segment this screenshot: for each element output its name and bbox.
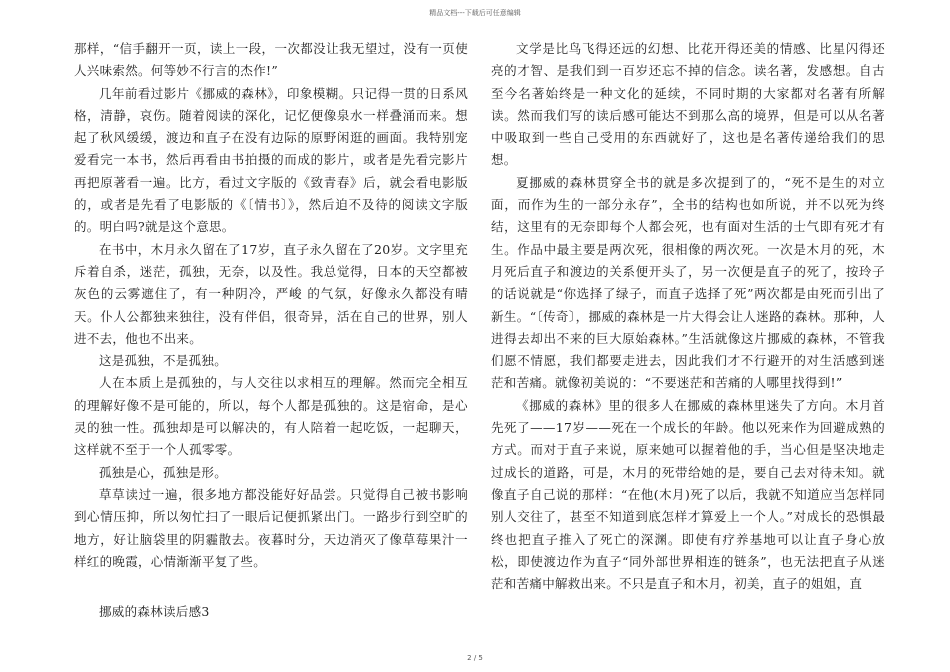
paragraph: 文学是比鸟飞得还远的幻想、比花开得还美的情感、比星闪得还亮的才智、是我们到一百岁还忘不掉的信念。读名著，发感想。自古至今名著始终是一种文化的延续，不同时期的大家都对名著有所解读。然而我们写的读后感可能达不到那么高的境界，但是可以从名著中吸取到一些自己受用的东西就好了，这也是名著传递给我们的思想。 — [491, 41, 885, 168]
paragraph: 那样，“信手翻开一页，读上一段，一次都没让我无望过，没有一页使人兴味索然。何等妙不行言的杰作!” — [74, 41, 468, 79]
paragraph: 在书中，木月永久留在了17岁，直子永久留在了20岁。文字里充斥着自杀，迷茫，孤独，无奈，以及性。我总觉得，日本的天空都被灰色的云雾遮住了，有一种阴冷，严峻 的气氛，好像永久都没有晴天。仆人公都独来独往，没有伴侣，很奇异，活在自己的世界，别人进不去，他也不出来。 — [74, 241, 468, 346]
section-title: 挪威的森林读后感3 — [99, 604, 210, 620]
paragraph: 草草读过一遍，很多地方都没能好好品尝。只觉得自己被书影响到心情压抑，所以匆忙扫了一眼后记便抓紧出门。一路步行到空旷的地方，好让脑袋里的阴霾散去。夜暮时分，天边消灭了像草莓果汁一样红的晚霞，心情渐渐平复了些。 — [74, 486, 468, 569]
paragraph: 夏挪威的森林贯穿全书的就是多次提到了的，“死不是生的对立面，而作为生的一部分永存”，全书的结构也如所说，并不以死为终结，这里有的无奈即每个人都会死，也有面对生活的士气即有死才有生。作品中最主要是两次死，很相像的两次死。一次是木月的死，木月死后直子和渡边的关系便开头了，另一次便是直子的死了，按玲子的话说就是“你选择了绿子，而直子选择了死”两次都是由死而引出了新生。“〔传奇〕，挪威的森林是一片大得会让人迷路的森林。那种，人进得去却出不来的巨大原始森林。”生活就像这片挪威的森林，不管我们愿不情愿，我们都要走进去，因此我们才不行避开的对生活感到迷茫和苦痛。就像初美说的：“不要迷茫和苦痛的人哪里找得到!” — [491, 174, 885, 391]
right-column — [491, 38, 885, 595]
paragraph: 几年前看过影片《挪威的森林》，印象模糊。只记得一贯的日系风格，清静，哀伤。随着阅读的深化，记忆便像泉水一样叠涌而来。想起了秋风缓缓，渡边和直子在没有边际的原野闲逛的画面。我特别宠爱看完一本书，然后再看由书拍摄的而成的影片，或者是先看完影片再把原著看一遍。比方，看过文字版的《致青春》后，就会看电影版的，或者是先看了电影版的《〔情书〕》，然后迫不及待的阅读文字版的。明白吗?就是这个意思。 — [74, 85, 468, 235]
paragraph: 这是孤独，不是孤独。 — [99, 353, 228, 369]
page-header: 精品文档---下载后可任意编辑 — [429, 9, 521, 17]
left-column — [74, 38, 468, 623]
paragraph: 《挪威的森林》里的很多人在挪威的森林里迷失了方向。木月首先死了——17岁——死在一个成长的年龄。他以死来作为回避成熟的方式。而对于直子来说，原来她可以握着他的手，当心但是坚决地走过成长的道路，可是，木月的死带给她的是，要自己去对待未知。就像直子自己说的那样：“在他(木月)死了以后，我就不知道应当怎样同别人交往了，甚至不知道到底怎样才算爱上一个人。”对成长的恐惧最终也把直子推入了死亡的深渊。即使有疗养基地可以让直子身心放松，即使渡边作为直子“同外部世界相连的链条”，也无法把直子从迷茫和苦痛中解救出来。不只是直子和木月，初美，直子的姐姐，直 — [491, 397, 885, 592]
paragraph: 人在本质上是孤独的，与人交往以求相互的理解。然而完全相互的理解好像不是可能的，所以，每个人都是孤独的。这是宿命，是心灵的独一性。孤独却是可以解决的，有人陪着一起吃饭，一起聊天，这样就不至于一个人孤零零。 — [74, 375, 468, 458]
paragraph: 孤独是心，孤独是形。 — [99, 464, 228, 480]
page-number: 2 / 5 — [467, 654, 483, 662]
